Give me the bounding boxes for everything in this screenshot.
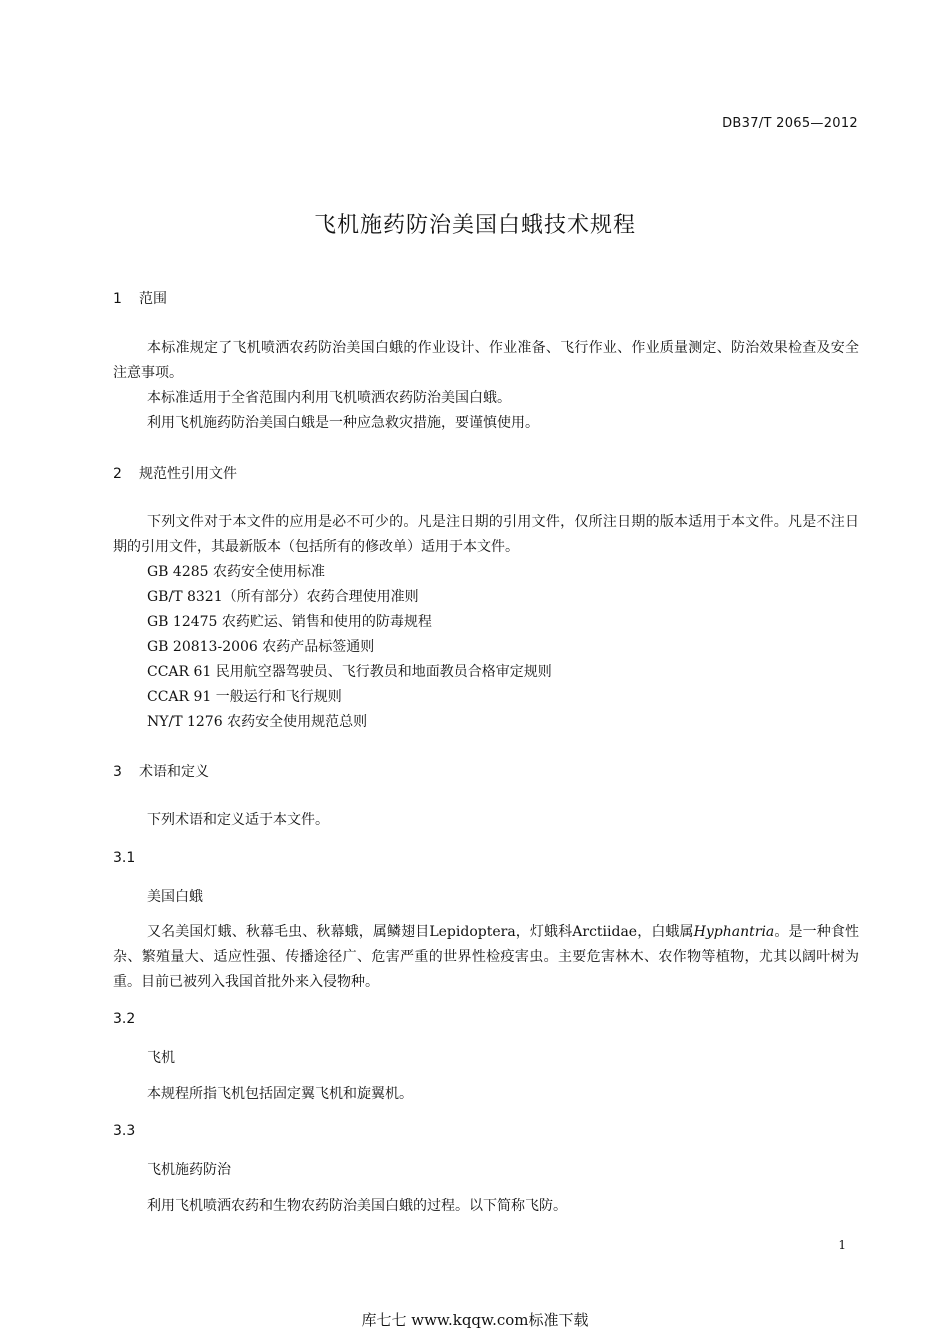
reference-item: GB 20813-2006 农药产品标签通则 <box>147 639 375 655</box>
section-number: 2 <box>113 466 122 482</box>
term-definition <box>113 920 859 995</box>
section-title: 规范性引用文件 <box>139 466 237 482</box>
definition-text: 。是一种食性杂、繁殖量大、适应性强、传播途径广、危害严重的世界性检疫害虫。主要危害林木、农作物等植物，尤其以阔叶树为重。目前已被列入我国首批外来入侵物种。 <box>113 924 859 990</box>
subsection-number: 3.3 <box>113 1123 136 1139</box>
section-3-heading <box>113 761 209 781</box>
term-name: 飞机 <box>147 1050 175 1066</box>
paragraph: 下列术语和定义适于本文件。 <box>147 812 329 828</box>
reference-item: GB 12475 农药贮运、销售和使用的防毒规程 <box>147 614 432 630</box>
subsection-number: 3.1 <box>113 850 136 866</box>
paragraph: 利用飞机施药防治美国白蛾是一种应急救灾措施，要谨慎使用。 <box>147 415 539 431</box>
section-number: 1 <box>113 291 122 307</box>
reference-item: GB/T 8321（所有部分）农药合理使用准则 <box>147 589 419 605</box>
term-definition: 本规程所指飞机包括固定翼飞机和旋翼机。 <box>147 1086 413 1102</box>
term-name: 美国白蛾 <box>147 889 203 905</box>
definition-text: 又名美国灯蛾、秋幕毛虫、秋幕蛾，属鳞翅目Lepidoptera，灯蛾科Arctiidae，白蛾属 <box>147 924 694 940</box>
page-number: 1 <box>838 1238 846 1252</box>
genus-name: Hyphantria <box>693 924 775 940</box>
section-number: 3 <box>113 764 122 780</box>
paragraph: 本标准适用于全省范围内利用飞机喷洒农药防治美国白蛾。 <box>147 390 511 406</box>
reference-item: NY/T 1276 农药安全使用规范总则 <box>147 714 368 730</box>
document-title: 飞机施药防治美国白蛾技术规程 <box>313 213 636 238</box>
paragraph: 下列文件对于本文件的应用是必不可少的。凡是注日期的引用文件，仅所注日期的版本适用于本文件。凡是不注日期的引用文件，其最新版本（包括所有的修改单）适用于本文件。 <box>113 514 859 555</box>
term-definition: 利用飞机喷洒农药和生物农药防治美国白蛾的过程。以下简称飞防。 <box>147 1198 567 1214</box>
reference-item: GB 4285 农药安全使用标准 <box>147 564 326 580</box>
paragraph: 本标准规定了飞机喷洒农药防治美国白蛾的作业设计、作业准备、飞行作业、作业质量测定、防治效果检查及安全注意事项。 <box>113 340 859 381</box>
section-title: 术语和定义 <box>139 764 209 780</box>
subsection-number: 3.2 <box>113 1011 136 1027</box>
section-1-heading <box>113 288 167 308</box>
section-title: 范围 <box>139 291 167 307</box>
reference-item: CCAR 61 民用航空器驾驶员、飞行教员和地面教员合格审定规则 <box>147 664 552 680</box>
standard-code: DB37/T 2065—2012 <box>722 116 858 131</box>
reference-item: CCAR 91 一般运行和飞行规则 <box>147 689 342 705</box>
term-name: 飞机施药防治 <box>147 1162 231 1178</box>
section-2-heading <box>113 463 237 483</box>
footer-watermark: 库七七 www.kqqw.com标准下载 <box>361 1311 589 1329</box>
